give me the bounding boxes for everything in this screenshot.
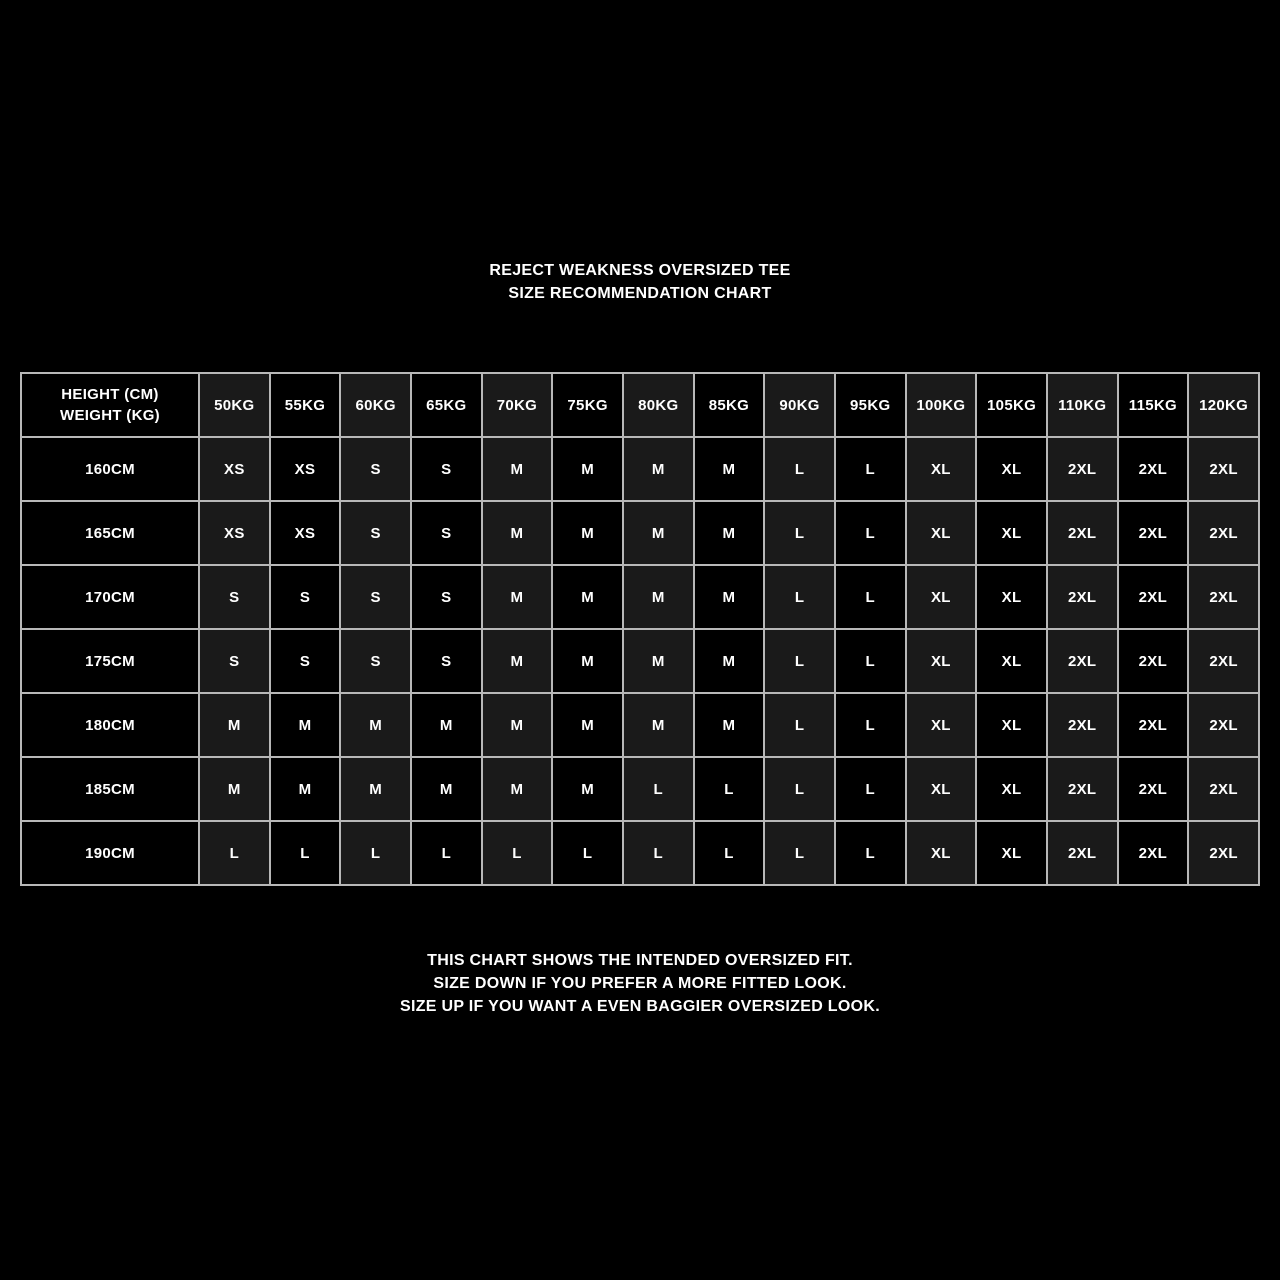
chart-title-line2: SIZE RECOMMENDATION CHART <box>508 285 772 302</box>
weight-header-cell-70kg: 70KG <box>482 373 553 437</box>
table-row-165cm <box>21 501 1259 565</box>
size-cell: 2XL <box>1047 693 1118 757</box>
size-cell: XS <box>199 437 270 501</box>
size-cell: M <box>623 693 694 757</box>
size-cell: L <box>411 821 482 885</box>
size-cell: 2XL <box>1118 565 1189 629</box>
height-cell-165cm: 165CM <box>21 501 199 565</box>
size-cell: 2XL <box>1188 565 1259 629</box>
size-cell: XL <box>976 821 1047 885</box>
size-cell: M <box>340 757 411 821</box>
size-cell: L <box>764 629 835 693</box>
size-cell: L <box>764 821 835 885</box>
table-row-175cm <box>21 629 1259 693</box>
size-cell: S <box>270 565 341 629</box>
size-cell: M <box>552 757 623 821</box>
footer-line3: SIZE UP IF YOU WANT A EVEN BAGGIER OVERSIZED LOOK. <box>400 998 880 1015</box>
height-cell-175cm: 175CM <box>21 629 199 693</box>
size-cell: M <box>552 501 623 565</box>
size-cell: 2XL <box>1118 437 1189 501</box>
size-cell: 2XL <box>1047 565 1118 629</box>
weight-header-cell-60kg: 60KG <box>340 373 411 437</box>
size-cell: M <box>552 437 623 501</box>
size-cell: L <box>623 821 694 885</box>
size-cell: XS <box>199 501 270 565</box>
size-cell: XL <box>906 757 977 821</box>
size-cell: M <box>482 437 553 501</box>
size-cell: S <box>199 565 270 629</box>
weight-header-cell-90kg: 90KG <box>764 373 835 437</box>
corner-header-line2: WEIGHT (KG) <box>60 407 160 424</box>
size-cell: 2XL <box>1047 501 1118 565</box>
size-cell: 2XL <box>1047 821 1118 885</box>
weight-header-cell-85kg: 85KG <box>694 373 765 437</box>
weight-header-cell-110kg: 110KG <box>1047 373 1118 437</box>
table-row-160cm <box>21 437 1259 501</box>
weight-header-cell-80kg: 80KG <box>623 373 694 437</box>
size-cell: S <box>340 629 411 693</box>
size-cell: S <box>340 437 411 501</box>
chart-footer <box>0 949 1280 1018</box>
size-cell: M <box>482 757 553 821</box>
corner-header-line1: HEIGHT (CM) <box>61 386 159 403</box>
weight-header-cell-105kg: 105KG <box>976 373 1047 437</box>
size-cell: L <box>835 693 906 757</box>
size-cell: M <box>623 629 694 693</box>
size-cell: S <box>411 565 482 629</box>
size-cell: S <box>411 437 482 501</box>
size-cell: XS <box>270 437 341 501</box>
size-cell: M <box>623 565 694 629</box>
size-cell: XL <box>976 693 1047 757</box>
size-cell: S <box>411 629 482 693</box>
size-cell: XL <box>906 821 977 885</box>
size-cell: L <box>764 757 835 821</box>
size-cell: L <box>764 565 835 629</box>
size-cell: M <box>623 437 694 501</box>
size-cell: L <box>694 821 765 885</box>
size-cell: L <box>694 757 765 821</box>
size-cell: L <box>764 437 835 501</box>
size-cell: M <box>199 757 270 821</box>
size-cell: M <box>482 693 553 757</box>
weight-header-cell-50kg: 50KG <box>199 373 270 437</box>
size-cell: S <box>340 501 411 565</box>
size-cell: M <box>694 501 765 565</box>
weight-header-cell-55kg: 55KG <box>270 373 341 437</box>
size-cell: M <box>694 693 765 757</box>
chart-title <box>0 259 1280 305</box>
weight-header-cell-120kg: 120KG <box>1188 373 1259 437</box>
size-cell: 2XL <box>1188 821 1259 885</box>
size-cell: L <box>623 757 694 821</box>
size-cell: L <box>199 821 270 885</box>
size-cell: XL <box>906 629 977 693</box>
size-cell: 2XL <box>1118 629 1189 693</box>
size-cell: XS <box>270 501 341 565</box>
height-cell-190cm: 190CM <box>21 821 199 885</box>
table-row-180cm <box>21 693 1259 757</box>
size-recommendation-table <box>20 372 1260 886</box>
size-cell: L <box>764 693 835 757</box>
size-cell: L <box>552 821 623 885</box>
size-cell: XL <box>976 437 1047 501</box>
size-cell: L <box>835 821 906 885</box>
size-cell: S <box>340 565 411 629</box>
size-cell: 2XL <box>1047 629 1118 693</box>
size-cell: M <box>270 757 341 821</box>
size-cell: M <box>270 693 341 757</box>
size-cell: XL <box>976 757 1047 821</box>
chart-title-line1: REJECT WEAKNESS OVERSIZED TEE <box>489 262 791 279</box>
size-cell: M <box>552 565 623 629</box>
size-cell: M <box>411 693 482 757</box>
size-cell: XL <box>976 565 1047 629</box>
size-cell: M <box>482 501 553 565</box>
size-cell: M <box>482 565 553 629</box>
size-cell: 2XL <box>1188 437 1259 501</box>
footer-line1: THIS CHART SHOWS THE INTENDED OVERSIZED FIT. <box>427 952 853 969</box>
size-cell: 2XL <box>1047 437 1118 501</box>
size-cell: M <box>199 693 270 757</box>
size-cell: S <box>270 629 341 693</box>
size-cell: L <box>835 501 906 565</box>
size-cell: 2XL <box>1047 757 1118 821</box>
table-row-190cm <box>21 821 1259 885</box>
size-cell: M <box>411 757 482 821</box>
size-cell: M <box>482 629 553 693</box>
footer-line2: SIZE DOWN IF YOU PREFER A MORE FITTED LOOK. <box>433 975 847 992</box>
size-cell: L <box>835 437 906 501</box>
table-row-185cm <box>21 757 1259 821</box>
size-cell: XL <box>906 437 977 501</box>
size-cell: M <box>340 693 411 757</box>
size-cell: M <box>552 693 623 757</box>
weight-header-cell-100kg: 100KG <box>906 373 977 437</box>
size-cell: 2XL <box>1118 821 1189 885</box>
size-cell: M <box>694 565 765 629</box>
size-cell: 2XL <box>1118 757 1189 821</box>
size-cell: XL <box>906 565 977 629</box>
size-cell: XL <box>976 629 1047 693</box>
size-cell: M <box>694 437 765 501</box>
size-cell: L <box>835 565 906 629</box>
weight-header-cell-65kg: 65KG <box>411 373 482 437</box>
header-row <box>21 373 1259 437</box>
size-cell: M <box>552 629 623 693</box>
size-cell: L <box>482 821 553 885</box>
size-cell: L <box>270 821 341 885</box>
size-cell: M <box>623 501 694 565</box>
size-cell: L <box>764 501 835 565</box>
weight-header-cell-115kg: 115KG <box>1118 373 1189 437</box>
weight-header-cell-75kg: 75KG <box>552 373 623 437</box>
size-cell: L <box>835 629 906 693</box>
height-cell-180cm: 180CM <box>21 693 199 757</box>
height-cell-170cm: 170CM <box>21 565 199 629</box>
size-cell: XL <box>906 501 977 565</box>
weight-header-cell-95kg: 95KG <box>835 373 906 437</box>
height-cell-185cm: 185CM <box>21 757 199 821</box>
corner-header-cell <box>21 373 199 437</box>
height-cell-160cm: 160CM <box>21 437 199 501</box>
size-cell: XL <box>906 693 977 757</box>
size-cell: 2XL <box>1188 501 1259 565</box>
size-cell: 2XL <box>1118 693 1189 757</box>
size-cell: 2XL <box>1188 693 1259 757</box>
size-cell: S <box>411 501 482 565</box>
size-cell: S <box>199 629 270 693</box>
size-cell: L <box>835 757 906 821</box>
size-cell: M <box>694 629 765 693</box>
size-cell: 2XL <box>1118 501 1189 565</box>
size-cell: XL <box>976 501 1047 565</box>
table-body <box>21 373 1259 885</box>
table-row-170cm <box>21 565 1259 629</box>
size-cell: 2XL <box>1188 629 1259 693</box>
size-cell: L <box>340 821 411 885</box>
size-cell: 2XL <box>1188 757 1259 821</box>
